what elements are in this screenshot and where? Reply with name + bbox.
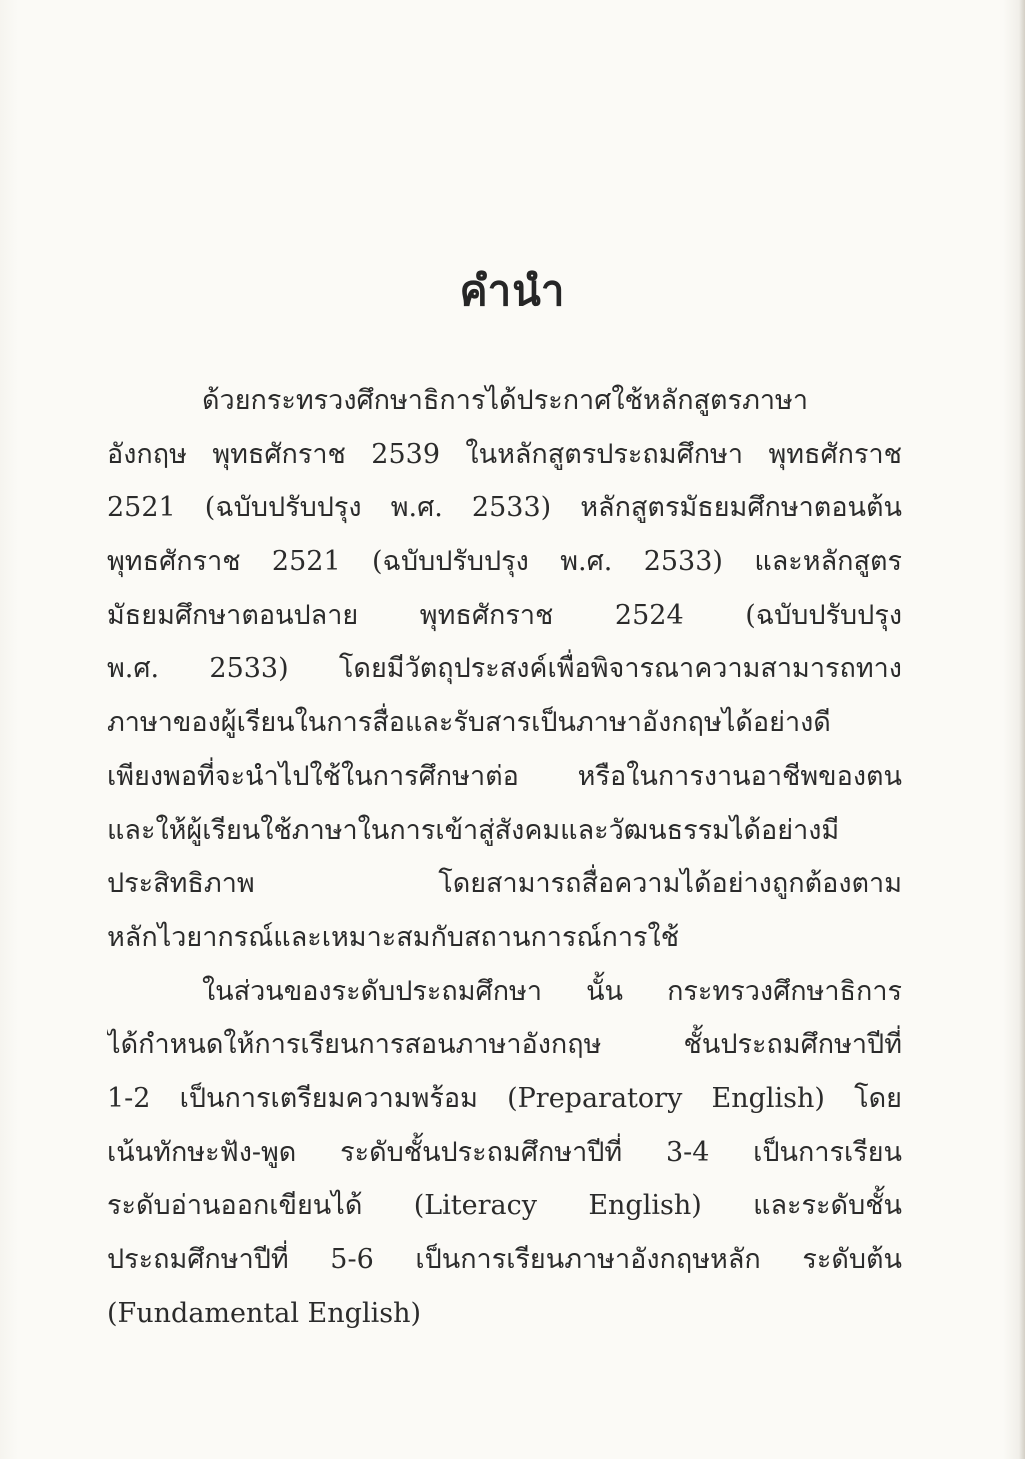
paragraph-2-line-5: ระดับอ่านออกเขียนได้ (Literacy English) และระดับชั้น: [107, 1190, 902, 1222]
paragraph-1-line-9: และให้ผู้เรียนใช้ภาษาในการเข้าสู่สังคมและวัฒนธรรมได้อย่างมี: [107, 814, 840, 846]
page-title: คำนำ: [459, 266, 566, 315]
paragraph-1-line-10: ประสิทธิภาพ โดยสามารถสื่อความได้อย่างถูกต้องตาม: [107, 868, 902, 900]
body-text: [107, 374, 902, 1340]
paragraph-2-line-1: ในส่วนของระดับประถมศึกษา นั้น กระทรวงศึกษาธิการ: [202, 975, 902, 1007]
paragraph-1-line-4: พุทธศักราช 2521 (ฉบับปรับปรุง พ.ศ. 2533) และหลักสูตร: [107, 546, 902, 578]
paragraph-1-line-11: หลักไวยากรณ์และเหมาะสมกับสถานการณ์การใช้: [107, 921, 680, 953]
paragraph-1-line-6: พ.ศ. 2533) โดยมีวัตถุประสงค์เพื่อพิจารณาความสามารถทาง: [107, 653, 902, 685]
paragraph-1-line-7: ภาษาของผู้เรียนในการสื่อและรับสารเป็นภาษาอังกฤษได้อย่างดี: [107, 707, 831, 739]
paragraph-2-line-7: (Fundamental English): [107, 1297, 421, 1329]
paragraph-2-line-4: เน้นทักษะฟัง-พูด ระดับชั้นประถมศึกษาปีที่ 3-4 เป็นการเรียน: [107, 1136, 902, 1168]
paragraph-1-line-1: ด้วยกระทรวงศึกษาธิการได้ประกาศใช้หลักสูตรภาษา: [202, 385, 808, 416]
paragraph-1-line-8: เพียงพอที่จะนำไปใช้ในการศึกษาต่อ หรือในการงานอาชีพของตน: [107, 760, 902, 792]
paragraph-2-line-3: 1-2 เป็นการเตรียมความพร้อม (Preparatory English) โดย: [107, 1082, 902, 1114]
paragraph-1-line-5: มัธยมศึกษาตอนปลาย พุทธศักราช 2524 (ฉบับปรับปรุง: [107, 599, 902, 631]
paragraph-2-line-6: ประถมศึกษาปีที่ 5-6 เป็นการเรียนภาษาอังกฤษหลัก ระดับต้น: [107, 1244, 902, 1275]
paragraph-1-line-3: 2521 (ฉบับปรับปรุง พ.ศ. 2533) หลักสูตรมัธยมศึกษาตอนต้น: [107, 492, 902, 524]
page-edge-shadow: [1019, 0, 1025, 1459]
paragraph-1-line-2: อังกฤษ พุทธศักราช 2539 ในหลักสูตรประถมศึกษา พุทธศักราช: [107, 438, 902, 470]
paragraph-2-line-2: ได้กำหนดให้การเรียนการสอนภาษาอังกฤษ ชั้นประถมศึกษาปีที่: [107, 1029, 902, 1061]
